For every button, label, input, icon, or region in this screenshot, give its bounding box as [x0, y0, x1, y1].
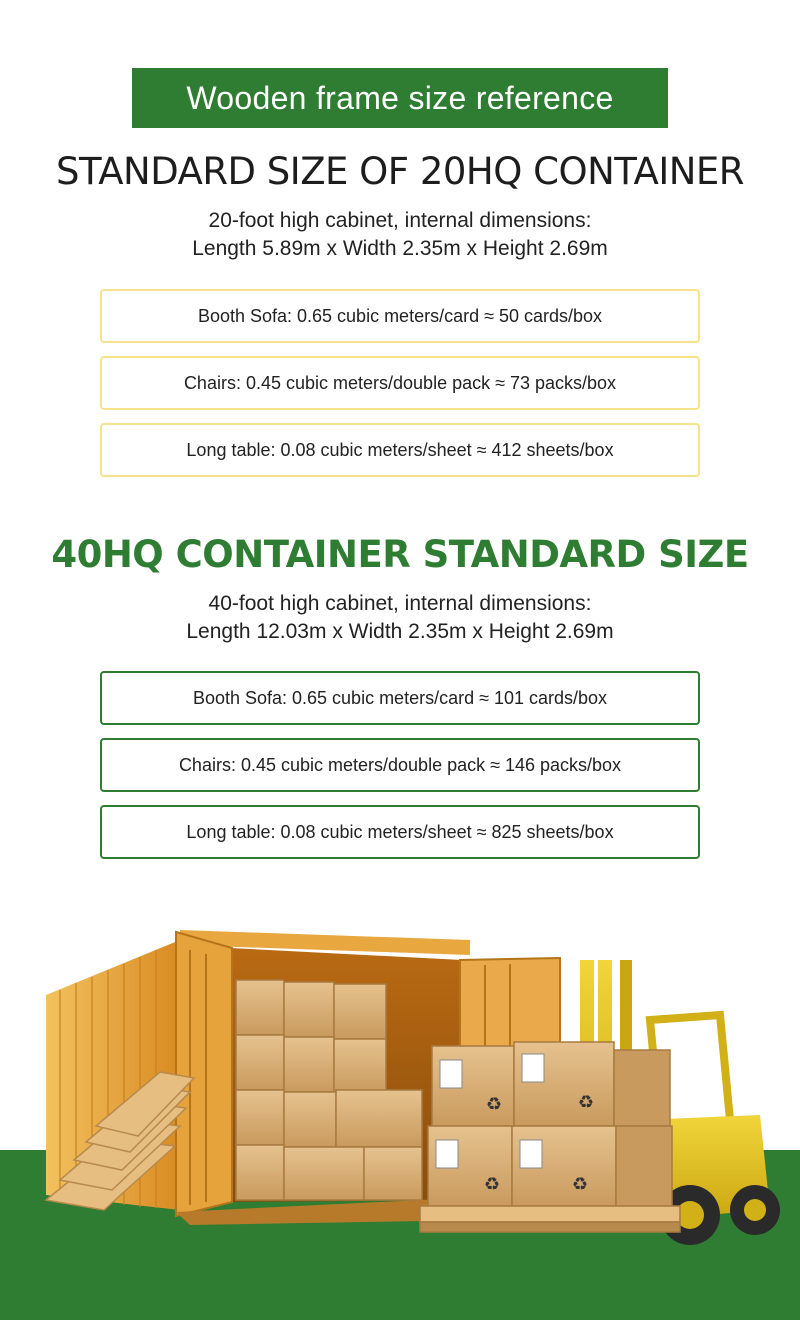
pallet-boxes-group [420, 1042, 680, 1232]
header-title: Wooden frame size reference [186, 79, 614, 116]
header-banner [132, 68, 668, 128]
info-box-text: Chairs: 0.45 cubic meters/double pack ≈ 146 packs/box [178, 754, 622, 775]
info-box-text: Long table: 0.08 cubic meters/sheet ≈ 825 sheets/box [186, 821, 614, 842]
info-box-long-table-20hq [100, 423, 700, 477]
info-box-booth-sofa-20hq [100, 289, 700, 343]
info-box-booth-sofa-40hq [100, 671, 700, 725]
info-box-text: Booth Sofa: 0.65 cubic meters/card ≈ 101 cards/box [192, 687, 608, 708]
info-box-text: Long table: 0.08 cubic meters/sheet ≈ 412 sheets/box [186, 439, 614, 460]
section-20hq-heading: STANDARD SIZE OF 20HQ CONTAINER [55, 150, 744, 193]
svg-text:♻: ♻ [578, 1092, 595, 1113]
info-box-text: Booth Sofa: 0.65 cubic meters/card ≈ 50 cards/box [197, 305, 603, 326]
section-40hq-heading: 40HQ CONTAINER STANDARD SIZE [51, 533, 749, 576]
info-box-chairs-40hq [100, 738, 700, 792]
svg-text:♻: ♻ [486, 1094, 503, 1115]
section-20hq-line2: Length 5.89m x Width 2.35m x Height 2.69m [192, 237, 608, 260]
info-box-text: Chairs: 0.45 cubic meters/double pack ≈ 73 packs/box [183, 372, 617, 393]
section-20hq-dimensions [0, 207, 800, 263]
info-box-chairs-20hq [100, 356, 700, 410]
section-40hq-line2: Length 12.03m x Width 2.35m x Height 2.69m [186, 620, 614, 643]
svg-text:♻: ♻ [572, 1174, 589, 1195]
svg-text:♻: ♻ [484, 1174, 501, 1195]
shipping-illustration [0, 920, 800, 1320]
info-box-long-table-40hq [100, 805, 700, 859]
section-40hq-dimensions [0, 590, 800, 646]
section-20hq-line1: 20-foot high cabinet, internal dimensions: [208, 209, 592, 232]
section-40hq-line1: 40-foot high cabinet, internal dimensions: [208, 592, 592, 615]
